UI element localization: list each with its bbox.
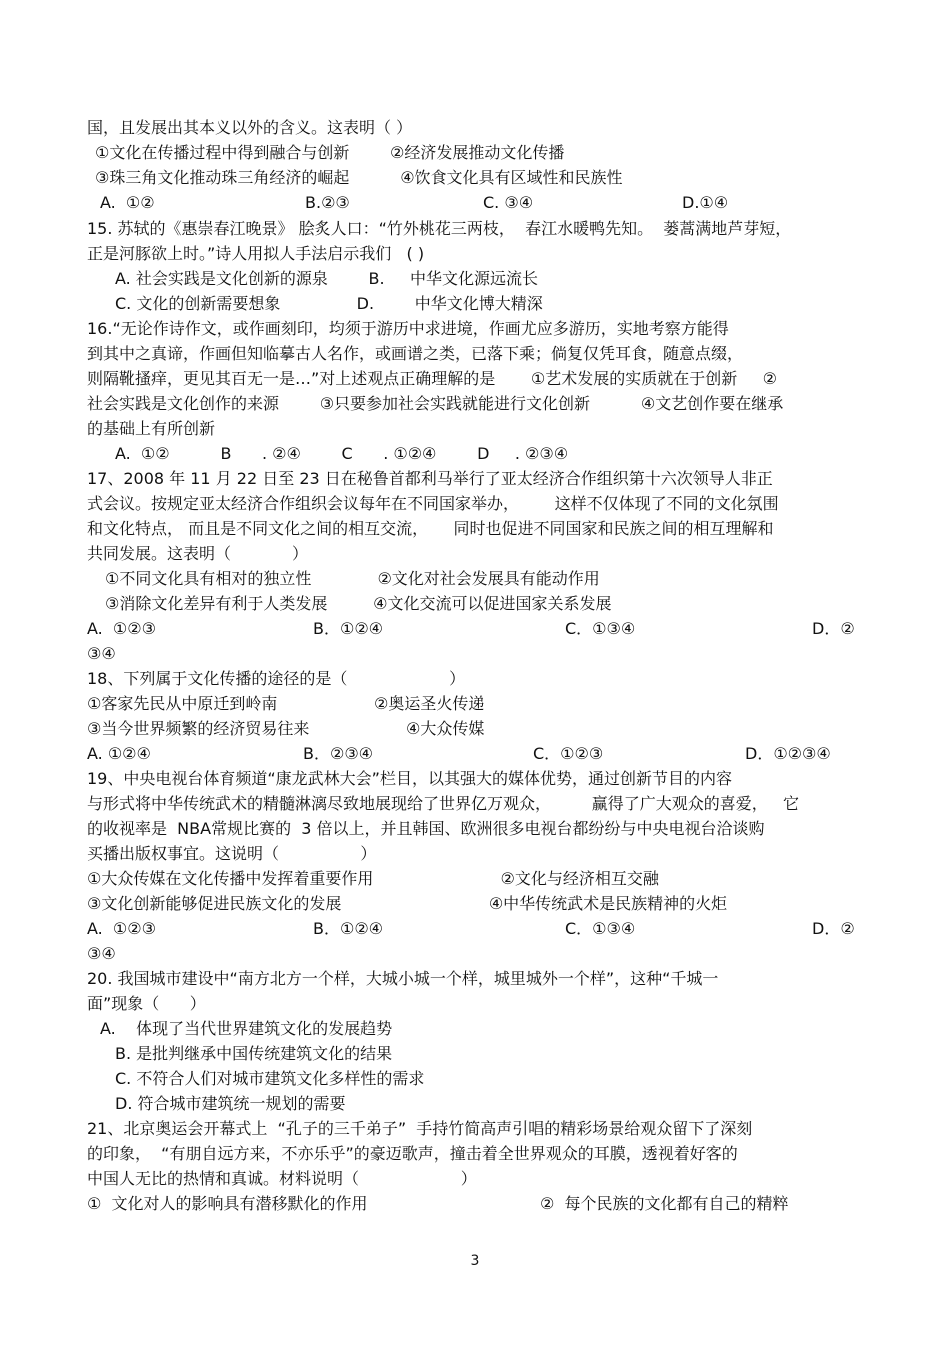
q19-choice-a: A. ①②③ bbox=[87, 919, 156, 938]
q17-choice-d: D．② bbox=[812, 619, 855, 638]
q19-stem-line-4: 买播出版权事宜。这说明（ ） bbox=[87, 844, 377, 863]
q14-choice-c: C. ③④ bbox=[483, 193, 534, 212]
q16-stem-line-1: 16.“无论作诗作文，或作画刻印，均须于游历中求进境，作画尤应多游历，实地考察方能得 bbox=[87, 319, 729, 338]
q17-choice-c: C．①③④ bbox=[565, 619, 636, 638]
q16-stem-line-2: 到其中之真谛，作画但知临摹古人名作，或画谱之类，已落下乘；倘复仅凭耳食，随意点缀， bbox=[87, 344, 744, 363]
q17-choice-a: A. ①②③ bbox=[87, 619, 156, 638]
q21-stem-line-2: 的印象， “有朋自远方来，不亦乐乎”的豪迈歌声，撞击着全世界观众的耳膜，透视着好客的 bbox=[87, 1144, 738, 1163]
q17-options-line-1: ①不同文化具有相对的独立性 ②文化对社会发展具有能动作用 bbox=[105, 569, 600, 588]
q14-options-line-1: ①文化在传播过程中得到融合与创新 ②经济发展推动文化传播 bbox=[95, 143, 565, 162]
q15-options-cd: C. 文化的创新需要想象 D. 中华文化博大精深 bbox=[115, 294, 543, 313]
q19-stem-line-3: 的收视率是 NBA常规比赛的 3 倍以上，并且韩国、欧洲很多电视台都纷纷与中央电视台洽谈购 bbox=[87, 819, 765, 838]
q19-options-line-1: ①大众传媒在文化传播中发挥着重要作用 ②文化与经济相互交融 bbox=[87, 869, 659, 888]
q19-choice-b: B．①②④ bbox=[313, 919, 384, 938]
q14-choice-a: A. ①② bbox=[100, 193, 155, 212]
q14-choice-b: B.②③ bbox=[305, 193, 350, 212]
q20-option-a: A. 体现了当代世界建筑文化的发展趋势 bbox=[100, 1019, 393, 1038]
q17-stem-line-3: 和文化特点， 而且是不同文化之间的相互交流， 同时也促进不同国家和民族之间的相互理解和 bbox=[87, 519, 774, 538]
q17-stem-line-4: 共同发展。这表明（ ） bbox=[87, 544, 309, 563]
q15-options-ab: A. 社会实践是文化创新的源泉 B. 中华文化源远流长 bbox=[115, 269, 539, 288]
q18-stem: 18、下列属于文化传播的途径的是（ ） bbox=[87, 669, 466, 688]
q21-option-1: ① 文化对人的影响具有潜移默化的作用 bbox=[87, 1194, 368, 1213]
q14-options-line-2: ③珠三角文化推动珠三角经济的崛起 ④饮食文化具有区域性和民族性 bbox=[95, 168, 623, 187]
q20-option-c: C. 不符合人们对城市建筑文化多样性的需求 bbox=[115, 1069, 425, 1088]
q17-choice-b: B．①②④ bbox=[313, 619, 384, 638]
q20-option-b: B. 是批判继承中国传统建筑文化的结果 bbox=[115, 1044, 393, 1063]
q19-choice-d-wrap: ③④ bbox=[87, 944, 116, 963]
q16-stem-line-4: 社会实践是文化创作的来源 ③只要参加社会实践就能进行文化创新 ④文艺创作要在继承 bbox=[87, 394, 784, 413]
q21-stem-line-1: 21、北京奥运会开幕式上 “孔子的三千弟子” 手持竹简高声引唱的精彩场景给观众留下了深刻 bbox=[87, 1119, 753, 1138]
q19-stem-line-2: 与形式将中华传统武术的精髓淋漓尽致地展现给了世界亿万观众， 赢得了广大观众的喜爱， 它 bbox=[87, 794, 799, 813]
q21-option-2: ② 每个民族的文化都有自己的精粹 bbox=[540, 1194, 789, 1213]
q17-stem-line-2: 式会议。按规定亚太经济合作组织会议每年在不同国家举办， 这样不仅体现了不同的文化氛围 bbox=[87, 494, 779, 513]
q17-choice-d-wrap: ③④ bbox=[87, 644, 116, 663]
q18-choice-a: A. ①②④ bbox=[87, 744, 151, 763]
q14-stem-end: 国，且发展出其本义以外的含义。这表明（ ） bbox=[87, 118, 413, 137]
q19-choice-d: D．② bbox=[812, 919, 855, 938]
q18-choice-c: C．①②③ bbox=[533, 744, 604, 763]
q20-option-d: D. 符合城市建筑统一规划的需要 bbox=[115, 1094, 346, 1113]
q17-options-line-2: ③消除文化差异有利于人类发展 ④文化交流可以促进国家关系发展 bbox=[105, 594, 612, 613]
q18-choice-b: B．②③④ bbox=[303, 744, 374, 763]
q19-choice-c: C．①③④ bbox=[565, 919, 636, 938]
q18-options-line-1: ①客家先民从中原迁到岭南 ②奥运圣火传递 bbox=[87, 694, 485, 713]
q19-stem-line-1: 19、中央电视台体育频道“康龙武林大会”栏目，以其强大的媒体优势，通过创新节目的内容 bbox=[87, 769, 732, 788]
q16-choices: A. ①② B . ②④ C . ①②④ D . ②③④ bbox=[115, 444, 569, 463]
q18-options-line-2: ③当今世界频繁的经济贸易往来 ④大众传媒 bbox=[87, 719, 485, 738]
q15-stem-line-1: 15. 苏轼的《惠崇春江晚景》 脍炙人口：“竹外桃花三两枝， 春江水暖鸭先知。 蒌蒿满地芦芽短， bbox=[87, 219, 792, 238]
q21-stem-line-3: 中国人无比的热情和真诚。材料说明（ ） bbox=[87, 1169, 477, 1188]
q14-choice-d: D.①④ bbox=[682, 193, 729, 212]
q18-choice-d: D．①②③④ bbox=[745, 744, 831, 763]
q16-stem-line-3: 则隔靴搔痒，更见其百无一是…”对上述观点正确理解的是 ①艺术发展的实质就在于创新 ② bbox=[87, 369, 778, 388]
q16-stem-line-5: 的基础上有所创新 bbox=[87, 419, 216, 438]
q20-stem-line-1: 20. 我国城市建设中“南方北方一个样，大城小城一个样，城里城外一个样”，这种“千城一 bbox=[87, 969, 719, 988]
q17-stem-line-1: 17、2008 年 11 月 22 日至 23 日在秘鲁首都利马举行了亚太经济合作组织第十六次领导人非正 bbox=[87, 469, 773, 488]
q20-stem-line-2: 面”现象（ ） bbox=[87, 994, 206, 1013]
q15-stem-line-2: 正是河豚欲上时。”诗人用拟人手法启示我们 ( ) bbox=[87, 244, 425, 263]
q19-options-line-2: ③文化创新能够促进民族文化的发展 ④中华传统武术是民族精神的火炬 bbox=[87, 894, 728, 913]
page-number: 3 bbox=[470, 1253, 480, 1269]
